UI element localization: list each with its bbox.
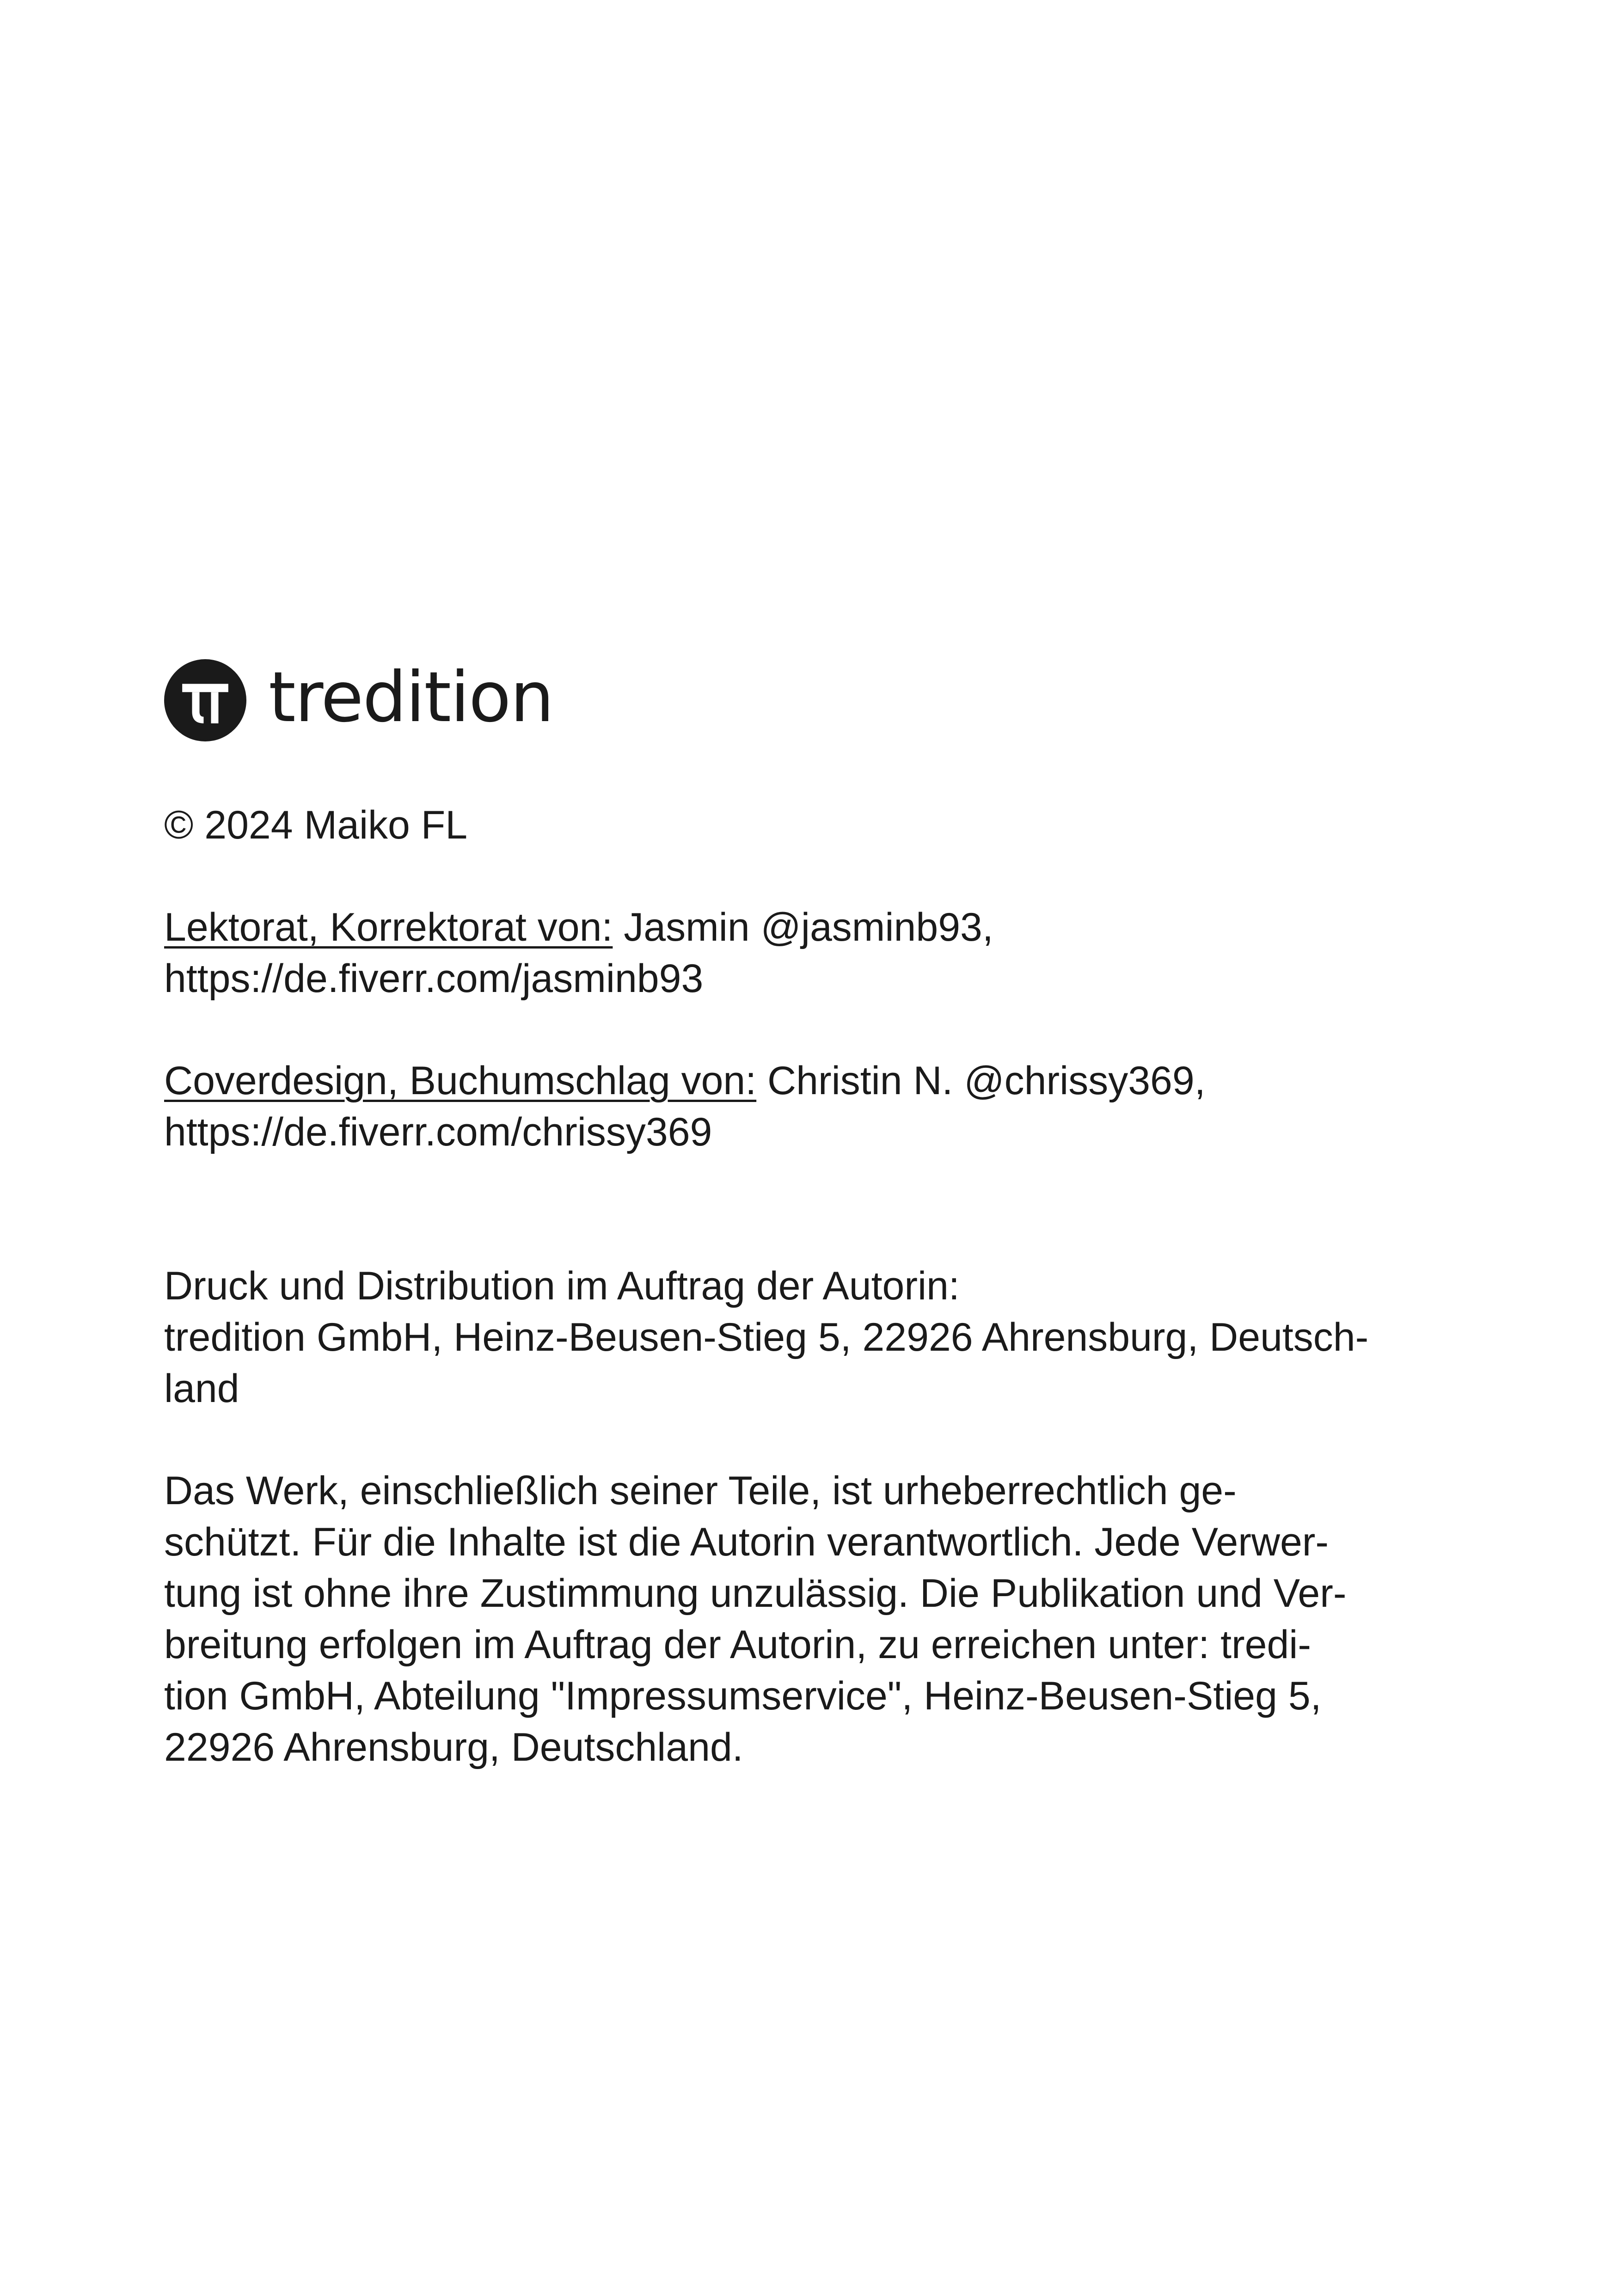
legal-line: 22926 Ahrensburg, Deutschland. xyxy=(164,1725,743,1769)
legal-line: breitung erfolgen im Auftrag der Autorin, zu erreichen unter: tredi- xyxy=(164,1623,1312,1667)
credit-cover xyxy=(164,1055,1459,1158)
credit-editing-value: Jasmin @jasminb93, xyxy=(613,905,993,949)
legal-line: Das Werk, einschließlich seiner Teile, ist urheberrechtlich ge- xyxy=(164,1469,1237,1513)
tredition-logo xyxy=(164,656,1459,744)
credit-editing-label: Lektorat, Korrektorat von: xyxy=(164,905,613,949)
legal-line: schützt. Für die Inhalte ist die Autorin verantwortlich. Jede Verwer- xyxy=(164,1520,1329,1564)
print-distribution xyxy=(164,1261,1459,1414)
tredition-wordmark: tredition xyxy=(269,657,553,738)
legal-line: tion GmbH, Abteilung "Impressumservice", Heinz-Beusen-Stieg 5, xyxy=(164,1674,1322,1718)
credit-cover-value: Christin N. @chrissy369, xyxy=(756,1059,1206,1103)
credit-cover-label: Coverdesign, Buchumschlag von: xyxy=(164,1059,757,1103)
credit-editing-link[interactable]: https://de.fiverr.com/jasminb93 xyxy=(164,956,704,1001)
print-line: tredition GmbH, Heinz-Beusen-Stieg 5, 22926 Ahrensburg, Deutsch- xyxy=(164,1315,1369,1359)
imprint-page xyxy=(164,656,1459,1773)
print-line: land xyxy=(164,1366,239,1411)
tredition-logo-icon xyxy=(164,659,246,741)
credit-cover-link[interactable]: https://de.fiverr.com/chrissy369 xyxy=(164,1110,712,1154)
print-line: Druck und Distribution im Auftrag der Autorin: xyxy=(164,1264,960,1308)
copyright-notice: © 2024 Maiko FL xyxy=(164,803,468,847)
credit-editing xyxy=(164,902,1459,1004)
legal-line: tung ist ohne ihre Zustimmung unzulässig. Die Publikation und Ver- xyxy=(164,1571,1347,1616)
legal-notice xyxy=(164,1465,1459,1773)
